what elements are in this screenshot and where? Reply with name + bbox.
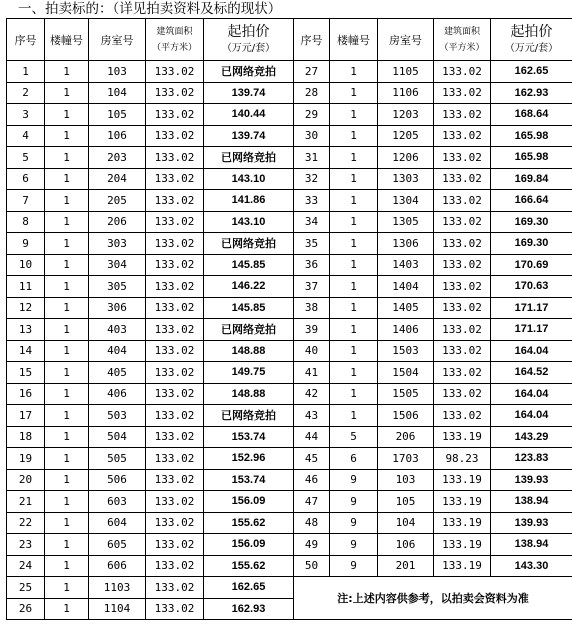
right-price-cell: 143.30: [491, 555, 572, 577]
right-room-cell: 1506: [378, 405, 434, 427]
right-building-cell: 1: [330, 319, 378, 341]
table-row: [7, 104, 572, 126]
left-building-cell: 1: [45, 319, 89, 341]
left-room-cell: 1104: [89, 598, 146, 620]
left-price-cell: 146.22: [204, 276, 294, 298]
left-building-cell: 1: [45, 125, 89, 147]
left-area-cell: 133.02: [146, 276, 204, 298]
table-row: [7, 297, 572, 319]
left-price-cell: 141.86: [204, 190, 294, 212]
left-seq-cell: 6: [7, 168, 45, 190]
right-building-cell: 1: [330, 254, 378, 276]
left-price-cell: 155.62: [204, 555, 294, 577]
right-area-cell: 133.19: [434, 555, 491, 577]
left-seq-cell: 1: [7, 61, 45, 83]
right-area-cell: 133.02: [434, 383, 491, 405]
table-row: [7, 555, 572, 577]
right-seq-cell: 48: [294, 512, 330, 534]
left-room-cell: 106: [89, 125, 146, 147]
left-price-cell: 148.88: [204, 383, 294, 405]
right-building-cell: 1: [330, 125, 378, 147]
right-building-cell: 9: [330, 534, 378, 556]
left-room-cell: 206: [89, 211, 146, 233]
left-room-cell: 405: [89, 362, 146, 384]
header-seq-right: 序号: [294, 19, 330, 61]
right-area-cell: 133.19: [434, 512, 491, 534]
right-price-cell: 123.83: [491, 448, 572, 470]
left-building-cell: 1: [45, 190, 89, 212]
right-price-cell: 139.93: [491, 469, 572, 491]
right-seq-cell: 30: [294, 125, 330, 147]
left-building-cell: 1: [45, 491, 89, 513]
table-row: [7, 211, 572, 233]
left-price-cell: 155.62: [204, 512, 294, 534]
right-area-cell: 133.02: [434, 319, 491, 341]
right-area-cell: 133.02: [434, 362, 491, 384]
header-price: [204, 19, 294, 61]
left-room-cell: 404: [89, 340, 146, 362]
right-room-cell: 103: [378, 469, 434, 491]
right-building-cell: 9: [330, 491, 378, 513]
table-body: [7, 61, 572, 620]
left-price-cell: 已网络竞拍: [204, 233, 294, 255]
section-heading: 一、拍卖标的：（详见拍卖资料及标的现状）: [18, 1, 282, 17]
right-area-cell: 133.02: [434, 82, 491, 104]
right-area-cell: 133.02: [434, 340, 491, 362]
left-price-cell: 153.74: [204, 426, 294, 448]
right-building-cell: 1: [330, 147, 378, 169]
left-building-cell: 1: [45, 555, 89, 577]
left-room-cell: 104: [89, 82, 146, 104]
left-room-cell: 1103: [89, 577, 146, 599]
right-seq-cell: 27: [294, 61, 330, 83]
left-building-cell: 1: [45, 254, 89, 276]
left-price-cell: 153.74: [204, 469, 294, 491]
left-building-cell: 1: [45, 82, 89, 104]
right-room-cell: 1503: [378, 340, 434, 362]
left-area-cell: 133.02: [146, 426, 204, 448]
left-seq-cell: 22: [7, 512, 45, 534]
table-row: [7, 168, 572, 190]
right-area-cell: 133.19: [434, 426, 491, 448]
left-seq-cell: 19: [7, 448, 45, 470]
left-price-cell: 148.88: [204, 340, 294, 362]
right-price-cell: 171.17: [491, 297, 572, 319]
right-seq-cell: 31: [294, 147, 330, 169]
left-price-cell: 已网络竞拍: [204, 147, 294, 169]
left-building-cell: 1: [45, 448, 89, 470]
table-row: [7, 534, 572, 556]
left-seq-cell: 9: [7, 233, 45, 255]
right-seq-cell: 46: [294, 469, 330, 491]
left-room-cell: 604: [89, 512, 146, 534]
left-room-cell: 105: [89, 104, 146, 126]
left-area-cell: 133.02: [146, 534, 204, 556]
right-seq-cell: 28: [294, 82, 330, 104]
left-price-cell: 162.65: [204, 577, 294, 599]
left-price-cell: 162.93: [204, 598, 294, 620]
left-area-cell: 133.02: [146, 491, 204, 513]
right-building-cell: 6: [330, 448, 378, 470]
right-price-cell: 138.94: [491, 491, 572, 513]
left-area-cell: 133.02: [146, 555, 204, 577]
left-price-cell: 143.10: [204, 211, 294, 233]
table-row: [7, 577, 572, 599]
left-seq-cell: 25: [7, 577, 45, 599]
left-price-cell: 143.10: [204, 168, 294, 190]
left-seq-cell: 26: [7, 598, 45, 620]
left-seq-cell: 2: [7, 82, 45, 104]
left-area-cell: 133.02: [146, 125, 204, 147]
right-room-cell: 1304: [378, 190, 434, 212]
left-seq-cell: 21: [7, 491, 45, 513]
left-building-cell: 1: [45, 297, 89, 319]
left-price-cell: 145.85: [204, 297, 294, 319]
left-area-cell: 133.02: [146, 168, 204, 190]
left-room-cell: 504: [89, 426, 146, 448]
header-building: 楼幢号: [45, 19, 89, 61]
left-seq-cell: 10: [7, 254, 45, 276]
left-room-cell: 205: [89, 190, 146, 212]
table-row: [7, 512, 572, 534]
left-area-cell: 133.02: [146, 254, 204, 276]
right-area-cell: 98.23: [434, 448, 491, 470]
right-seq-cell: 44: [294, 426, 330, 448]
right-room-cell: 1405: [378, 297, 434, 319]
right-seq-cell: 32: [294, 168, 330, 190]
left-area-cell: 133.02: [146, 598, 204, 620]
left-building-cell: 1: [45, 469, 89, 491]
right-seq-cell: 43: [294, 405, 330, 427]
left-area-cell: 133.02: [146, 319, 204, 341]
left-seq-cell: 7: [7, 190, 45, 212]
header-area: [146, 19, 204, 61]
right-price-cell: 138.94: [491, 534, 572, 556]
right-price-cell: 169.30: [491, 233, 572, 255]
left-room-cell: 406: [89, 383, 146, 405]
left-room-cell: 303: [89, 233, 146, 255]
right-building-cell: 1: [330, 211, 378, 233]
right-price-cell: 168.64: [491, 104, 572, 126]
right-building-cell: 9: [330, 555, 378, 577]
right-building-cell: 1: [330, 61, 378, 83]
right-seq-cell: 49: [294, 534, 330, 556]
right-building-cell: 1: [330, 233, 378, 255]
table-row: [7, 362, 572, 384]
left-price-cell: 已网络竞拍: [204, 405, 294, 427]
right-room-cell: 1105: [378, 61, 434, 83]
left-area-cell: 133.02: [146, 405, 204, 427]
right-seq-cell: 29: [294, 104, 330, 126]
left-building-cell: 1: [45, 426, 89, 448]
right-room-cell: 1306: [378, 233, 434, 255]
right-area-cell: 133.02: [434, 233, 491, 255]
right-seq-cell: 35: [294, 233, 330, 255]
table-row: [7, 491, 572, 513]
right-building-cell: 1: [330, 276, 378, 298]
table-row: [7, 125, 572, 147]
right-seq-cell: 47: [294, 491, 330, 513]
note-cell: 注:上述内容供参考，以拍卖会资料为准: [294, 577, 572, 620]
right-room-cell: 104: [378, 512, 434, 534]
left-seq-cell: 11: [7, 276, 45, 298]
right-room-cell: 1505: [378, 383, 434, 405]
right-room-cell: 1404: [378, 276, 434, 298]
table-row: [7, 383, 572, 405]
left-room-cell: 204: [89, 168, 146, 190]
table-row: [7, 82, 572, 104]
table-row: [7, 448, 572, 470]
left-price-cell: 139.74: [204, 82, 294, 104]
left-seq-cell: 15: [7, 362, 45, 384]
table-row: [7, 61, 572, 83]
header-price-line2: （万元/套）: [221, 42, 276, 54]
left-area-cell: 133.02: [146, 297, 204, 319]
table-row: [7, 276, 572, 298]
left-building-cell: 1: [45, 340, 89, 362]
right-room-cell: 1203: [378, 104, 434, 126]
right-area-cell: 133.02: [434, 104, 491, 126]
right-price-cell: 164.04: [491, 405, 572, 427]
left-seq-cell: 12: [7, 297, 45, 319]
header-price-right: [491, 19, 572, 61]
right-room-cell: 1403: [378, 254, 434, 276]
header-area-line2-right: （平方米）: [439, 42, 485, 53]
right-building-cell: 1: [330, 340, 378, 362]
left-price-cell: 145.85: [204, 254, 294, 276]
left-building-cell: 1: [45, 383, 89, 405]
left-price-cell: 149.75: [204, 362, 294, 384]
right-price-cell: 169.84: [491, 168, 572, 190]
left-seq-cell: 17: [7, 405, 45, 427]
left-seq-cell: 8: [7, 211, 45, 233]
header-price-line1: 起拍价: [227, 23, 270, 40]
header-area-line2: （平方米）: [151, 42, 197, 53]
right-seq-cell: 41: [294, 362, 330, 384]
left-area-cell: 133.02: [146, 82, 204, 104]
right-building-cell: 1: [330, 168, 378, 190]
right-price-cell: 162.65: [491, 61, 572, 83]
left-room-cell: 503: [89, 405, 146, 427]
right-area-cell: 133.02: [434, 168, 491, 190]
table-row: [7, 469, 572, 491]
left-price-cell: 139.74: [204, 125, 294, 147]
table-row: [7, 147, 572, 169]
right-room-cell: 1106: [378, 82, 434, 104]
right-price-cell: 143.29: [491, 426, 572, 448]
right-seq-cell: 38: [294, 297, 330, 319]
right-room-cell: 1305: [378, 211, 434, 233]
left-room-cell: 606: [89, 555, 146, 577]
left-area-cell: 133.02: [146, 469, 204, 491]
right-building-cell: 1: [330, 82, 378, 104]
right-room-cell: 1406: [378, 319, 434, 341]
left-building-cell: 1: [45, 512, 89, 534]
left-room-cell: 103: [89, 61, 146, 83]
left-room-cell: 506: [89, 469, 146, 491]
right-building-cell: 9: [330, 469, 378, 491]
left-area-cell: 133.02: [146, 577, 204, 599]
left-price-cell: 156.09: [204, 534, 294, 556]
left-seq-cell: 5: [7, 147, 45, 169]
right-seq-cell: 37: [294, 276, 330, 298]
left-building-cell: 1: [45, 168, 89, 190]
left-building-cell: 1: [45, 405, 89, 427]
right-seq-cell: 45: [294, 448, 330, 470]
header-seq: 序号: [7, 19, 45, 61]
right-building-cell: 1: [330, 362, 378, 384]
header-row: [7, 19, 572, 61]
right-area-cell: 133.19: [434, 469, 491, 491]
left-building-cell: 1: [45, 577, 89, 599]
right-price-cell: 169.30: [491, 211, 572, 233]
left-seq-cell: 3: [7, 104, 45, 126]
left-building-cell: 1: [45, 147, 89, 169]
table-row: [7, 340, 572, 362]
left-building-cell: 1: [45, 598, 89, 620]
left-building-cell: 1: [45, 104, 89, 126]
right-seq-cell: 39: [294, 319, 330, 341]
left-building-cell: 1: [45, 211, 89, 233]
header-area-line1: 建筑面积: [156, 26, 193, 37]
header-building-right: 楼幢号: [330, 19, 378, 61]
right-seq-cell: 33: [294, 190, 330, 212]
left-area-cell: 133.02: [146, 190, 204, 212]
left-room-cell: 203: [89, 147, 146, 169]
right-area-cell: 133.02: [434, 61, 491, 83]
right-price-cell: 171.17: [491, 319, 572, 341]
right-seq-cell: 50: [294, 555, 330, 577]
header-room-right: 房室号: [378, 19, 434, 61]
left-area-cell: 133.02: [146, 383, 204, 405]
right-seq-cell: 40: [294, 340, 330, 362]
left-seq-cell: 24: [7, 555, 45, 577]
right-seq-cell: 42: [294, 383, 330, 405]
left-seq-cell: 18: [7, 426, 45, 448]
right-room-cell: 1303: [378, 168, 434, 190]
right-area-cell: 133.19: [434, 491, 491, 513]
right-room-cell: 1504: [378, 362, 434, 384]
right-building-cell: 5: [330, 426, 378, 448]
left-area-cell: 133.02: [146, 340, 204, 362]
right-building-cell: 9: [330, 512, 378, 534]
left-seq-cell: 23: [7, 534, 45, 556]
right-seq-cell: 34: [294, 211, 330, 233]
right-room-cell: 1703: [378, 448, 434, 470]
header-area-line1-right: 建筑面积: [443, 26, 480, 37]
right-price-cell: 166.64: [491, 190, 572, 212]
left-area-cell: 133.02: [146, 362, 204, 384]
right-building-cell: 1: [330, 297, 378, 319]
right-area-cell: 133.02: [434, 405, 491, 427]
left-area-cell: 133.02: [146, 512, 204, 534]
left-price-cell: 156.09: [204, 491, 294, 513]
left-seq-cell: 16: [7, 383, 45, 405]
right-area-cell: 133.02: [434, 211, 491, 233]
right-price-cell: 164.52: [491, 362, 572, 384]
header-room: 房室号: [89, 19, 146, 61]
left-area-cell: 133.02: [146, 104, 204, 126]
left-room-cell: 605: [89, 534, 146, 556]
right-building-cell: 1: [330, 190, 378, 212]
left-area-cell: 133.02: [146, 211, 204, 233]
right-room-cell: 106: [378, 534, 434, 556]
right-area-cell: 133.02: [434, 297, 491, 319]
left-room-cell: 306: [89, 297, 146, 319]
right-area-cell: 133.02: [434, 147, 491, 169]
left-room-cell: 304: [89, 254, 146, 276]
left-room-cell: 603: [89, 491, 146, 513]
right-price-cell: 164.04: [491, 383, 572, 405]
left-building-cell: 1: [45, 362, 89, 384]
left-area-cell: 133.02: [146, 448, 204, 470]
right-building-cell: 1: [330, 405, 378, 427]
left-building-cell: 1: [45, 233, 89, 255]
right-price-cell: 170.69: [491, 254, 572, 276]
header-area-right: [434, 19, 491, 61]
left-building-cell: 1: [45, 61, 89, 83]
right-area-cell: 133.19: [434, 534, 491, 556]
table-row: [7, 405, 572, 427]
right-room-cell: 201: [378, 555, 434, 577]
right-room-cell: 105: [378, 491, 434, 513]
right-price-cell: 139.93: [491, 512, 572, 534]
left-seq-cell: 14: [7, 340, 45, 362]
left-room-cell: 305: [89, 276, 146, 298]
right-price-cell: 165.98: [491, 147, 572, 169]
left-room-cell: 505: [89, 448, 146, 470]
left-building-cell: 1: [45, 534, 89, 556]
left-area-cell: 133.02: [146, 233, 204, 255]
table-row: [7, 426, 572, 448]
left-area-cell: 133.02: [146, 61, 204, 83]
table-row: [7, 190, 572, 212]
right-room-cell: 1205: [378, 125, 434, 147]
left-price-cell: 152.96: [204, 448, 294, 470]
header-price-line2-right: （万元/套）: [504, 42, 559, 54]
right-area-cell: 133.02: [434, 276, 491, 298]
left-price-cell: 140.44: [204, 104, 294, 126]
right-room-cell: 206: [378, 426, 434, 448]
right-area-cell: 133.02: [434, 190, 491, 212]
left-seq-cell: 13: [7, 319, 45, 341]
left-price-cell: 已网络竞拍: [204, 319, 294, 341]
left-seq-cell: 4: [7, 125, 45, 147]
right-seq-cell: 36: [294, 254, 330, 276]
left-area-cell: 133.02: [146, 147, 204, 169]
right-price-cell: 162.93: [491, 82, 572, 104]
right-area-cell: 133.02: [434, 254, 491, 276]
right-room-cell: 1206: [378, 147, 434, 169]
table-row: [7, 233, 572, 255]
left-seq-cell: 20: [7, 469, 45, 491]
right-price-cell: 170.63: [491, 276, 572, 298]
left-room-cell: 403: [89, 319, 146, 341]
table-row: [7, 254, 572, 276]
right-area-cell: 133.02: [434, 125, 491, 147]
right-building-cell: 1: [330, 383, 378, 405]
right-building-cell: 1: [330, 104, 378, 126]
right-price-cell: 165.98: [491, 125, 572, 147]
table-row: [7, 319, 572, 341]
left-price-cell: 已网络竞拍: [204, 61, 294, 83]
auction-table: [6, 18, 572, 620]
right-price-cell: 164.04: [491, 340, 572, 362]
left-building-cell: 1: [45, 276, 89, 298]
header-price-line1-right: 起拍价: [510, 23, 553, 40]
